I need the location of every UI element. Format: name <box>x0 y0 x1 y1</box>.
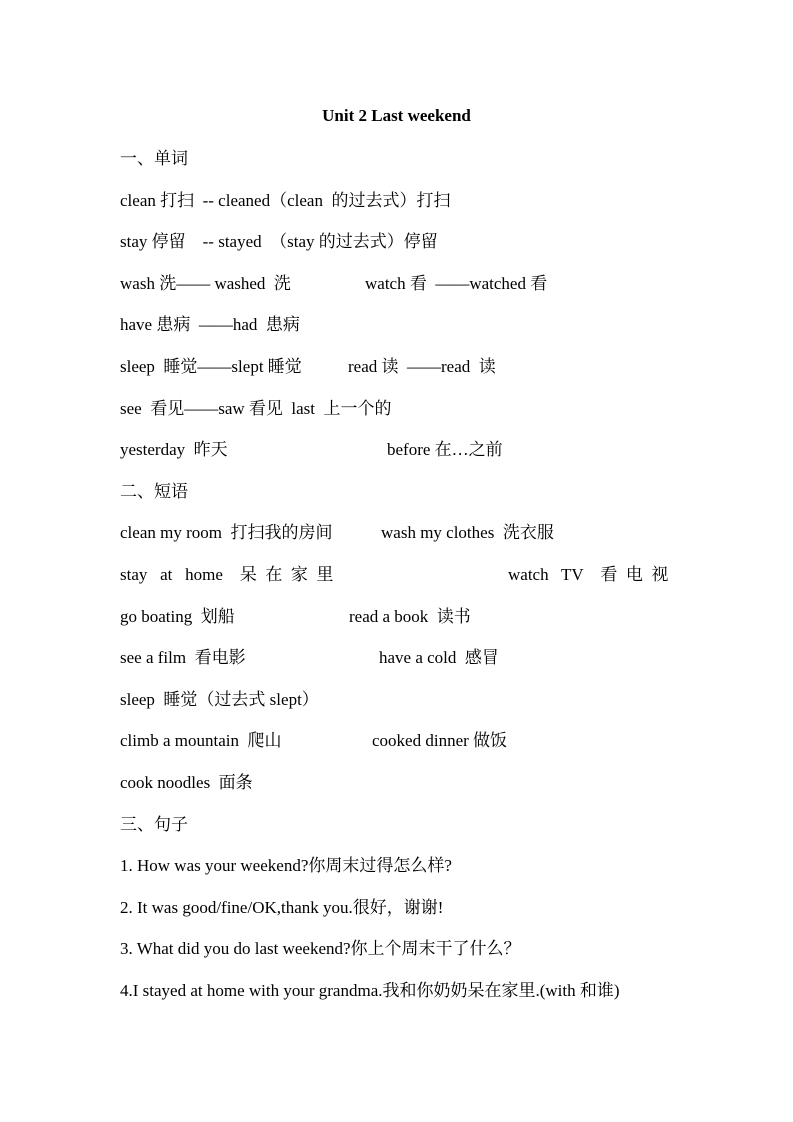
sentence-row: 3. What did you do last weekend?你上个周末干了什么？ <box>120 939 521 958</box>
word-row: wash 洗—— washed 洗 <box>120 274 291 293</box>
phrase-row: stay at home 呆 在 家 里 <box>120 565 334 584</box>
phrase-row: cook noodles 面条 <box>120 773 253 792</box>
phrase-row: clean my room 打扫我的房间 <box>120 523 333 542</box>
phrase-row: sleep 睡觉（过去式 slept） <box>120 690 319 709</box>
phrase-row-right: watch TV 看 电 视 <box>508 565 669 584</box>
sentence-row: 1. How was your weekend?你周末过得怎么样? <box>120 856 452 875</box>
phrase-row: see a film 看电影 <box>120 648 246 667</box>
word-row: yesterday 昨天 <box>120 440 228 459</box>
section-heading-sentences: 三、句子 <box>120 815 188 834</box>
word-row-right: read 读 ——read 读 <box>348 357 496 376</box>
phrase-row-right: wash my clothes 洗衣服 <box>381 523 554 542</box>
word-row: have 患病 ——had 患病 <box>120 315 300 334</box>
word-row-right: watch 看 ——watched 看 <box>365 274 548 293</box>
phrase-row-right: cooked dinner 做饭 <box>372 731 508 750</box>
phrase-row: go boating 划船 <box>120 607 235 626</box>
word-row-right: before 在…之前 <box>387 440 503 459</box>
word-row: clean 打扫 -- cleaned（clean 的过去式）打扫 <box>120 191 451 210</box>
section-heading-phrases: 二、短语 <box>120 482 188 501</box>
sentence-row: 4.I stayed at home with your grandma.我和你奶奶呆在家里.(with 和谁) <box>120 981 620 1000</box>
section-heading-words: 一、单词 <box>120 149 188 168</box>
word-row: stay 停留 -- stayed （stay 的过去式）停留 <box>120 232 438 251</box>
phrase-row-right: have a cold 感冒 <box>379 648 499 667</box>
phrase-row-right: read a book 读书 <box>349 607 471 626</box>
word-row: see 看见——saw 看见 last 上一个的 <box>120 399 392 418</box>
word-row: sleep 睡觉——slept 睡觉 <box>120 357 302 376</box>
phrase-row: climb a mountain 爬山 <box>120 731 282 750</box>
sentence-row: 2. It was good/fine/OK,thank you.很好，谢谢! <box>120 898 444 917</box>
document-title: Unit 2 Last weekend <box>322 106 471 125</box>
